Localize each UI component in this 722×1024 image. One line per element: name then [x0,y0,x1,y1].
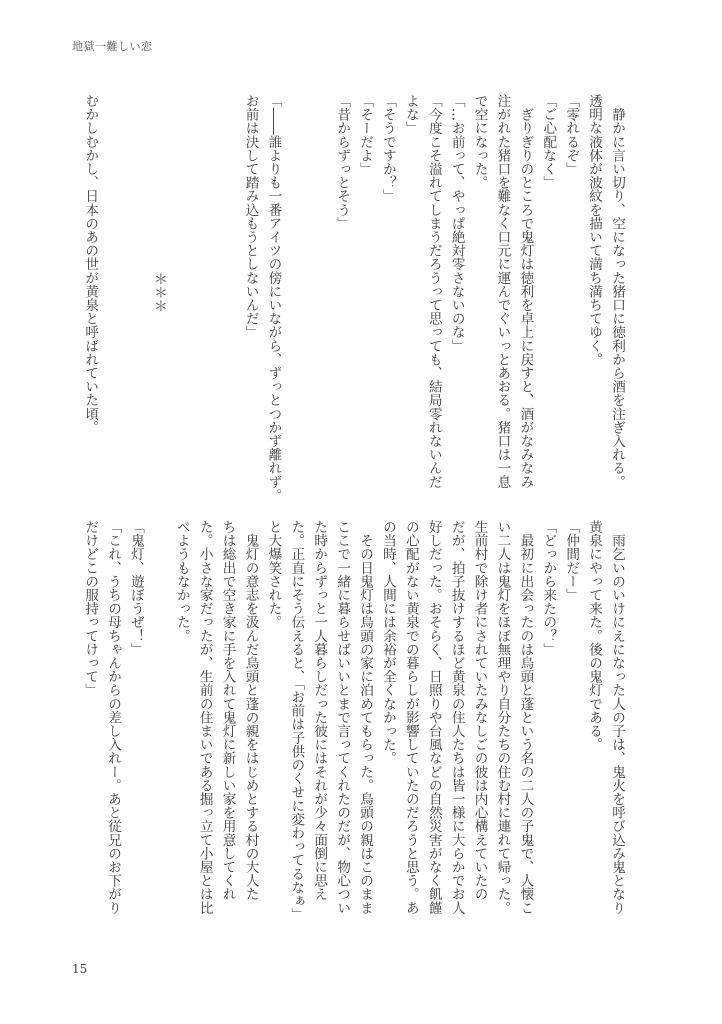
text-line: 好しだった。おそらく、日照りや台風などの自然災害がなく飢饉 [425,520,442,915]
text-line: 「今度こそ溢れてしまうだろうって思っても、結局零れないんだ [425,94,442,489]
text-line: 「零れるぞ」 [563,94,580,176]
text-line [307,94,330,504]
text-line: だが、拍子抜けするほど黄泉の住人たちは皆一様に大らかでお人 [448,520,465,915]
text-line: その日鬼灯は烏頭の家に泊めてもらった。烏頭の親はこのまま [357,520,374,915]
text-line: 雨乞いのいけにえになった人の子は、鬼火を呼び込み鬼となり [609,520,625,915]
text-line [284,94,307,504]
text-line: 透明な液体が波紋を描いて満ち満ちてゆく。 [586,94,603,366]
text-line: 「昔からずっとそう」 [334,94,351,230]
text-line: い二人は鬼灯をほぼ無理やり自分たちの住む村に連れて帰った。 [494,520,511,915]
text-line: むかしむかし、日本のあの世が黄泉と呼ばれていた頃。 [82,94,99,434]
text-line: 生前村で除け者にされていたみなしごの彼は内心構えていたの [471,520,488,901]
text-line: た。正直にそう伝えると、「お前は子供のくせに変わってるなぁ」 [288,520,305,922]
text-line [147,520,170,930]
text-line: ちは総出で空き家に手を入れて鬼灯に新しい家を用意してくれ [219,520,236,901]
lower-text-block [78,520,628,930]
text-line: で空になった。 [471,94,488,190]
running-header: 地獄一難しい恋 [72,40,153,53]
text-line: 「ご心配なく」 [540,94,557,190]
text-line: の心配がない黄泉での暮らしが影響していたのだろうと思う。あ [402,520,419,915]
text-line: と大爆笑された。 [265,520,282,629]
text-line: 「――誰よりも一番アイツの傍にいながら、ずっとつかず離れず。 [265,94,282,502]
text-line [101,94,124,504]
text-line: 最初に出会ったのは烏頭と蓬という名の二人の子鬼で、人懐こ [517,520,534,915]
page-number: 15 [72,962,88,976]
text-line: た時からずっと一人暮らしだった彼にはそれが少々面倒に思え [311,520,328,901]
text-line: よな」 [402,94,419,135]
text-line: 「仲間だー」 [563,520,580,602]
text-line [124,94,147,504]
text-line: た。小さな家だったが、生前の住まいである掘っ立て小屋とは比 [196,520,213,915]
text-line: ぎりぎりのところで鬼灯は徳利を卓上に戻すと、酒がなみなみ [517,94,534,489]
text-line: 「そーだよ」 [357,94,374,176]
text-line: の当時、人間には余裕が全くなかった。 [379,520,396,765]
text-line: べようもなかった。 [173,520,190,643]
text-line: 「…お前って、やっぱ絶対零さないのな」 [448,94,465,353]
text-line: 「どっから来たの？」 [540,520,557,656]
text-line: 注がれた猪口を難なく口元に運んでぐいっとあおる。猪口は一息 [494,94,511,489]
upper-text-block [78,94,628,504]
text-line: 黄泉にやって来た。後の鬼灯である。 [586,520,603,752]
text-line [193,94,216,504]
text-line: 静かに言い切り、空になった猪口に徳利から酒を注ぎ入れる。 [609,94,625,489]
text-line: 鬼灯の意志を汲んだ烏頭と蓬の親をはじめとする村の大人た [242,520,259,901]
text-line: だけどこの服持ってけって」 [82,520,99,697]
text-line: 「そうですか？」 [379,94,396,203]
section-separator: ＊＊＊ [150,272,167,313]
text-line: 「これ、うちの母ちゃんからの差し入れー。あと従兄のお下がり [105,520,122,915]
text-line: ここで一緒に暮らせばいいとまで言ってくれたのだが、物心つい [334,520,351,915]
text-line [216,94,239,504]
text-line [170,94,193,504]
text-line: 「鬼灯、遊ぼうぜ！」 [127,520,144,656]
text-line: お前は決して踏み込もうとしないんだ」 [242,94,259,339]
